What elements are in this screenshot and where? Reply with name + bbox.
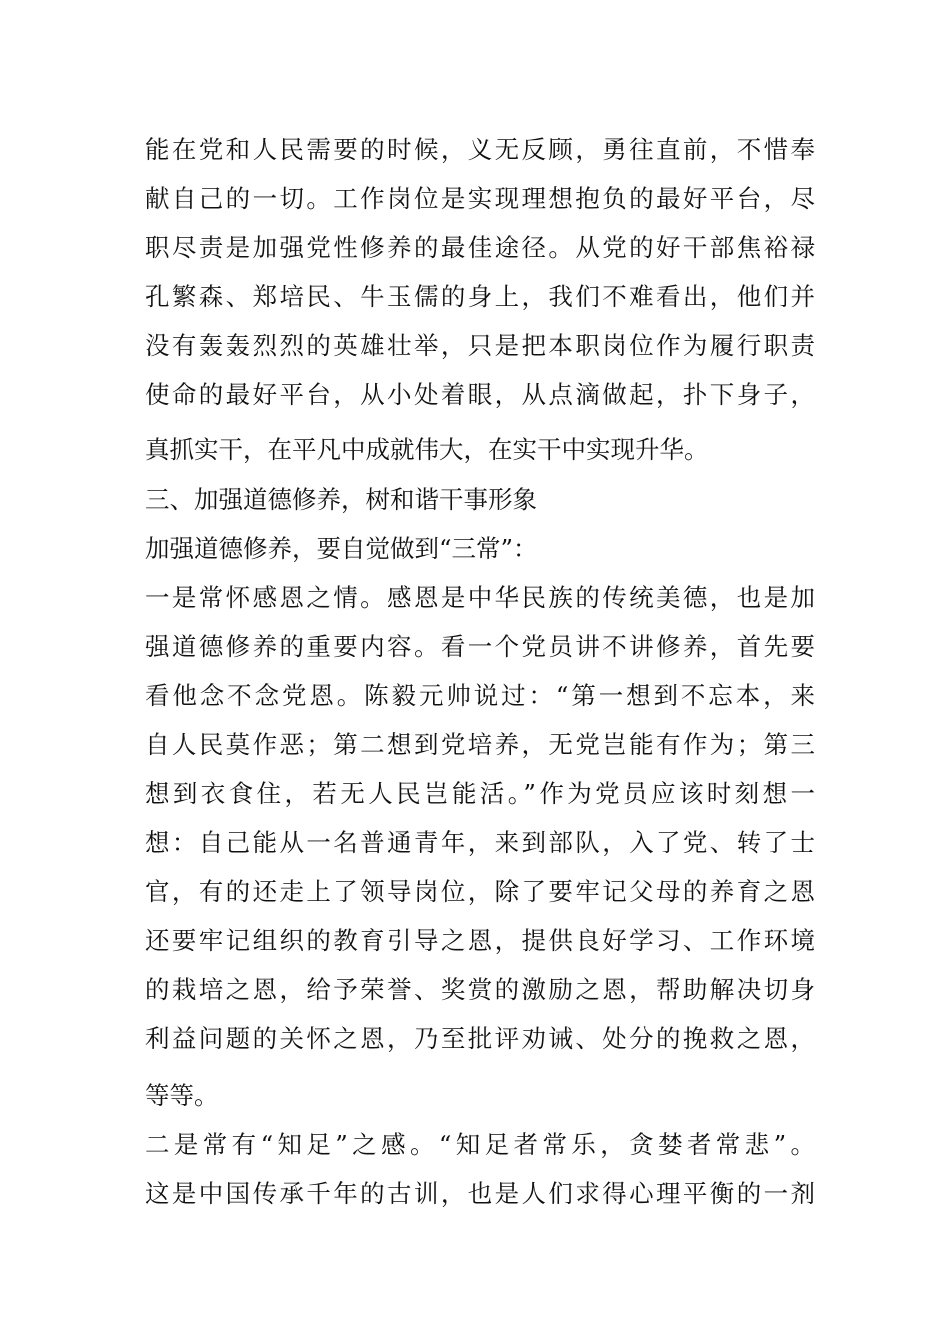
paragraph-line: 加强道德修养，要自觉做到“三常”： xyxy=(145,534,538,563)
paragraph-line: 孔繁森、郑培民、牛玉儒的身上，我们不难看出，他们并 xyxy=(145,282,815,311)
paragraph-line: 能在党和人民需要的时候，义无反顾，勇往直前，不惜奉 xyxy=(145,135,815,164)
paragraph-line: 自人民莫作恶；第二想到党培养，无党岂能有作为；第三 xyxy=(145,730,815,759)
paragraph-line: 利益问题的关怀之恩，乃至批评劝诫、处分的挽救之恩， xyxy=(145,1024,815,1053)
paragraph-line: 的栽培之恩，给予荣誉、奖赏的激励之恩，帮助解决切身 xyxy=(145,975,815,1004)
paragraph-line: 没有轰轰烈烈的英雄壮举，只是把本职岗位作为履行职责 xyxy=(145,331,815,360)
paragraph-line: 等等。 xyxy=(145,1081,219,1110)
paragraph-line: 使命的最好平台，从小处着眼，从点滴做起，扑下身子， xyxy=(145,380,815,409)
paragraph-line: 献自己的一切。工作岗位是实现理想抱负的最好平台，尽 xyxy=(145,184,815,213)
paragraph-line: 强道德修养的重要内容。看一个党员讲不讲修养，首先要 xyxy=(145,632,815,661)
paragraph-line: 这是中国传承千年的古训，也是人们求得心理平衡的一剂 xyxy=(145,1179,815,1208)
paragraph-line: 官，有的还走上了领导岗位，除了要牢记父母的养育之恩 xyxy=(145,877,815,906)
paragraph-line: 想：自己能从一名普通青年，来到部队，入了党、转了士 xyxy=(145,828,815,857)
paragraph-line: 职尽责是加强党性修养的最佳途径。从党的好干部焦裕禄 xyxy=(145,233,815,262)
paragraph-line: 真抓实干，在平凡中成就伟大，在实干中实现升华。 xyxy=(145,435,709,464)
section-heading: 三、加强道德修养，树和谐干事形象 xyxy=(145,485,537,514)
paragraph-line: 看他念不念党恩。陈毅元帅说过：“第一想到不忘本，来 xyxy=(145,681,815,710)
paragraph-line: 一是常怀感恩之情。感恩是中华民族的传统美德，也是加 xyxy=(145,583,815,612)
paragraph-line: 想到衣食住，若无人民岂能活。”作为党员应该时刻想一 xyxy=(145,779,815,808)
paragraph-line: 二是常有“知足”之感。“知足者常乐，贪婪者常悲”。 xyxy=(145,1130,815,1159)
paragraph-line: 还要牢记组织的教育引导之恩，提供良好学习、工作环境 xyxy=(145,926,815,955)
